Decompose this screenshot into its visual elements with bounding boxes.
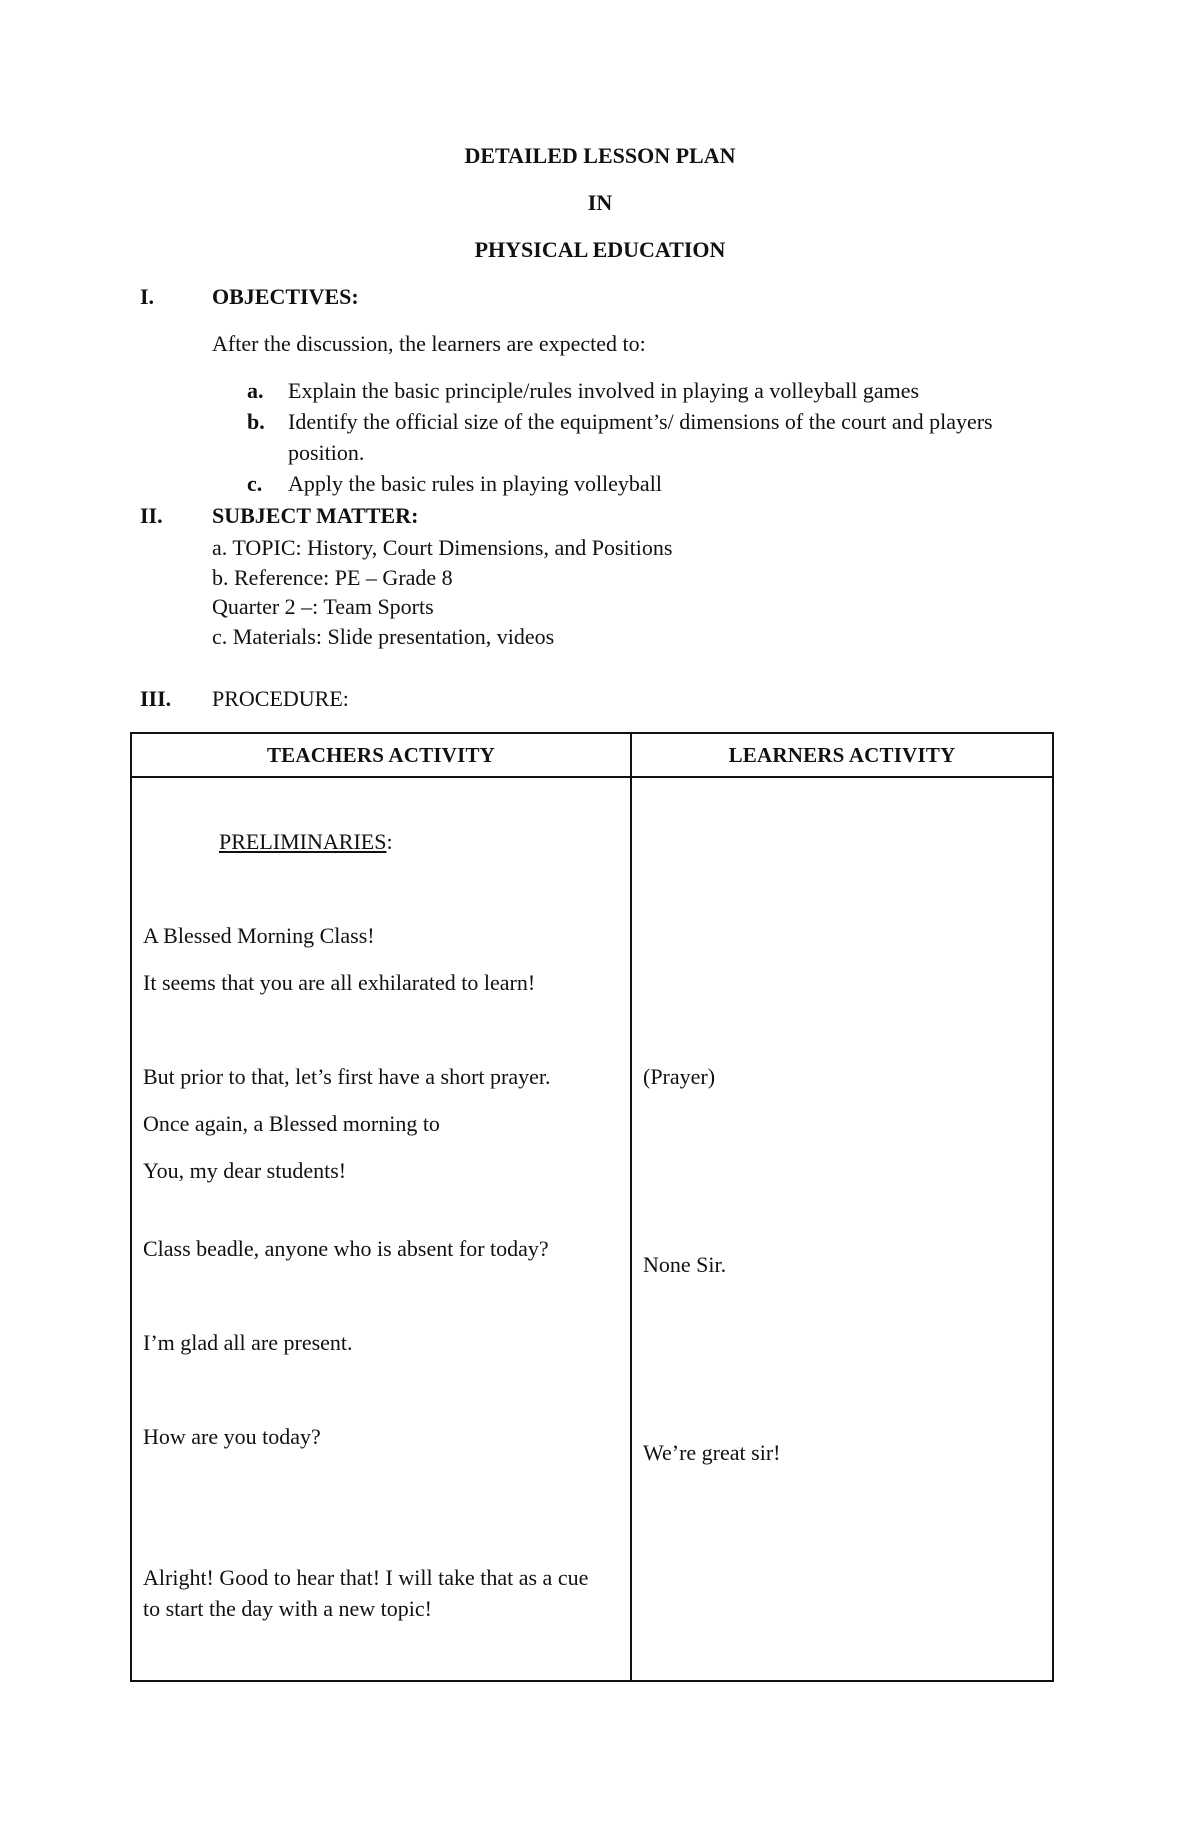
- teacher-line: You, my dear students!: [143, 1158, 347, 1183]
- learners-activity-cell: [631, 777, 1053, 1681]
- document-subject-title: PHYSICAL EDUCATION: [474, 237, 726, 262]
- procedure-table-header-row: [131, 733, 1053, 777]
- subject-reference: b. Reference: PE – Grade 8: [212, 565, 453, 590]
- objectives-intro: After the discussion, the learners are expected to:: [212, 331, 646, 356]
- procedure-numeral: III.: [140, 686, 172, 711]
- objective-a-text: Explain the basic principle/rules involved in playing a volleyball games: [288, 378, 920, 403]
- teacher-line: But prior to that, let’s first have a short prayer.: [143, 1064, 551, 1089]
- teacher-line: I’m glad all are present.: [143, 1330, 353, 1355]
- procedure-table: [130, 732, 1054, 1682]
- objective-b-marker: b.: [247, 409, 265, 434]
- objective-c-text: Apply the basic rules in playing volleyball: [288, 471, 662, 496]
- teachers-activity-header: TEACHERS ACTIVITY: [131, 733, 631, 777]
- learner-line: None Sir.: [643, 1252, 727, 1277]
- objective-c-marker: c.: [247, 471, 263, 496]
- procedure-heading: PROCEDURE:: [212, 686, 349, 711]
- learner-line: (Prayer): [643, 1064, 716, 1089]
- objectives-numeral: I.: [140, 284, 155, 309]
- subject-matter-numeral: II.: [140, 503, 163, 528]
- preliminaries-label: PRELIMINARIES: [219, 829, 387, 854]
- subject-topic: a. TOPIC: History, Court Dimensions, and Positions: [212, 535, 673, 560]
- objective-b-text: Identify the official size of the equipment’s/ dimensions of the court and players: [288, 409, 993, 434]
- objective-a-marker: a.: [247, 378, 264, 403]
- objectives-heading: OBJECTIVES:: [212, 284, 359, 309]
- teacher-line: Class beadle, anyone who is absent for today?: [143, 1236, 549, 1261]
- teacher-line: It seems that you are all exhilarated to learn!: [143, 970, 536, 995]
- teacher-line: Alright! Good to hear that! I will take that as a cue: [143, 1565, 589, 1590]
- teacher-line: Once again, a Blessed morning to: [143, 1111, 440, 1136]
- subject-matter-heading: SUBJECT MATTER:: [212, 503, 419, 528]
- procedure-table-row: [131, 777, 1053, 1681]
- learners-activity-header: LEARNERS ACTIVITY: [631, 733, 1053, 777]
- preliminaries-colon: :: [386, 829, 393, 854]
- teachers-activity-cell: [131, 777, 631, 1681]
- teacher-line: A Blessed Morning Class!: [143, 923, 375, 948]
- subject-quarter: Quarter 2 –: Team Sports: [212, 594, 434, 619]
- preliminaries-heading: [219, 829, 393, 855]
- subject-materials: c. Materials: Slide presentation, videos: [212, 624, 555, 649]
- document-title: DETAILED LESSON PLAN: [464, 143, 736, 168]
- teacher-line: How are you today?: [143, 1424, 321, 1449]
- objective-b-text-cont: position.: [288, 440, 365, 465]
- learner-line: We’re great sir!: [643, 1440, 781, 1465]
- document-title-in: IN: [587, 190, 613, 215]
- teacher-line: to start the day with a new topic!: [143, 1596, 432, 1621]
